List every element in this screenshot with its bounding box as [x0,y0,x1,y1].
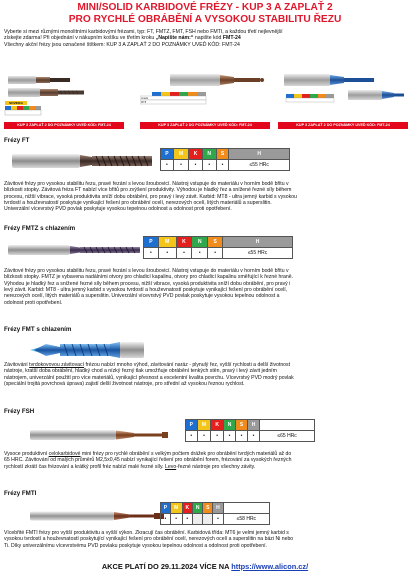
material-header-k: K [211,420,223,431]
material-dot: • [208,248,223,259]
material-header-n: N [192,503,202,514]
material-header-h: H [247,420,259,431]
fmtz-material-table [143,236,293,259]
product-image-3[interactable] [278,68,408,110]
material-dot: • [223,431,235,442]
headline-1: MINI/SOLID KARBIDOVÉ FRÉZY - KUP 3 A ZAPLAŤ 2 [77,2,333,13]
fmt-text-part: frézou nabízí mnoho výhod, závitování naráz - plynulý řez, vyšší rychlosti a delší životnost [84,362,291,368]
hardness-value: ≤58 HRc [223,514,269,525]
fmt-cutter-image[interactable] [30,338,145,362]
hardness-value: ≤55 HRc [229,160,290,171]
fmtz-cutter-image[interactable] [8,242,143,258]
material-dot: • [202,160,216,171]
page-header [0,2,410,25]
fmt-text-part: Závitování [4,362,30,368]
material-dot: • [236,431,248,442]
fmtz-text-line: Výhodou je hladký řez a snížené řezné síly během procesu, nižší vibrace, vysoká produktivita sníží dobu obrábění, pro pravý i [4,280,291,287]
material-header-k: K [176,237,192,248]
fmti-text-line: Vícebřité FMTI frézy pro vyšší produktivitu a vyšší výkon. Zkracují čas obrábění. Karbidová třída: MT6 je velmi jemný karbid s [4,530,289,536]
material-header-n: N [202,149,216,160]
material-header-n: N [223,420,235,431]
new-badge: NOVINKA [9,101,23,105]
material-dot: • [189,160,203,171]
material-dot: • [161,514,171,525]
grade-value: MT8 [141,101,147,104]
material-header-m: M [173,149,188,160]
material-dot: • [211,431,223,442]
fmt-description [4,362,406,387]
fmti-cutter-image[interactable] [30,510,170,522]
ft-cutter-image[interactable] [12,151,157,171]
hardness-value: ≤55 HRc [223,248,293,259]
material-header-row [144,237,293,248]
ft-text-line: procesu, nižší vibrace, vysoká produktivita sníží dobu obrábění, pro pravý i levý závit. Karbid: MT8 - ultra jemný karbid s vysokou [4,193,297,200]
material-header-s: S [236,420,248,431]
footer-link[interactable]: https://www.alicon.cz/ [231,562,309,571]
material-empty-cell [203,514,213,525]
fmti-description [4,530,406,549]
cutter-pair-image [4,68,124,118]
material-dot: • [161,160,174,171]
material-value-row [161,514,270,525]
product-image-1[interactable] [4,68,124,110]
fsh-text-line: 65 HRC. Závitování od malých průměrů M2,5x0,45 nabízí vynikající řešení pro obrábění forem, frézování za vysokých řezných [4,457,292,464]
material-value-row [161,160,290,171]
ft-text-line: Univerzální vícevrstvý PVD povlak poskytuje vysokou tepelnou odolnost a odolnost proti opotřebení. [4,206,232,213]
fmtz-text-line: levý závit. Karbid: MT8 - ultra jemný karbid s vysokou tvrdostí a houževnatostí poskytuje vynikající řešení pro obrábění ocelí, [4,287,288,294]
material-header-k: K [189,149,203,160]
fmti-material-table [160,502,270,525]
ft-text-line: tvrdostí a houževnatostí poskytuje vynikající řešení pro obrábění ocelí, nerezových ocelí, litých materiálů a superslitin. [4,200,272,207]
material-header-m: M [170,503,182,514]
material-dot: • [247,431,259,442]
intro-text-part: napište kód [193,35,223,42]
material-header-s: S [203,503,213,514]
ft-text-line: Závitové frézy pro vysokou stabilitu řezu, pravé řezání s levou šroubovicí. Nástroj vstupuje do materiálu v horním bodě břitu v [4,181,289,187]
ft-material-table [160,148,290,171]
fsh-text-part: Vysoce produktivní [4,451,49,457]
material-header-p: P [161,503,171,514]
fmtz-description [4,268,406,306]
material-header-row [161,149,290,160]
fsh-text-line [4,464,406,470]
cutter-image-3 [278,68,408,123]
material-header-s: S [208,237,223,248]
fmtz-text-line: nerezových ocelí, litých materiálů a superslitin. Univerzální vícevrstvý PVD povlak poskytuje vysokou tepelnou odolnost a [4,293,280,300]
fmt-text-line: nástrojem, univerzální použití pro více materiálů, vynikající přesnost a excelentní kvalita povrchu. Vícevrstvý PVD modrý povlak [4,374,294,381]
fsh-description [4,451,406,470]
fmt-text-line: (speciální trojitá povrchová úprava) zajistí delší životnost nástroje, pro střední až vysokou řeznou rychlost. [4,381,245,388]
material-header-n: N [192,237,208,248]
promo-banner-1[interactable]: KUP 3 ZAPLAŤ 2 DO POZNÁMKY UVEĎ KÓD: FMT-24 [4,122,124,129]
material-dot: • [197,431,211,442]
fmti-text-line: vysokou tvrdostí a houževnatostí poskytující vynikající řešení pro obrábění ocelí, nerezových ocelí a superslitin na bázi Ni nebo [4,536,294,543]
promo-code: FMT-24 [222,35,241,42]
fmtz-text-line: odolnost proti opotřebení. [4,299,63,306]
fsh-text-part: mini frézy pro rychlé obrábění s velkým počtem drážek pro obrábění tvrdých materiálů až do [80,451,292,457]
material-dot: • [192,248,208,259]
material-header-s: S [216,149,229,160]
material-header-blank [260,420,315,431]
material-header-p: P [161,149,174,160]
material-value-row [144,248,293,259]
section-title-fmti: Frézy FMTI [4,490,37,497]
material-dot: • [213,514,223,525]
promo-banner-2[interactable]: KUP 3 ZAPLAŤ 2 DO POZNÁMKY UVEĎ KÓD: FMT-24 [140,122,270,129]
fmt-text-line: nástroje, kratší doba obrábění, hladký chod a nízký řezný tlak umožňuje obrábění tenkých stěn, pravý i levý závit jedním [4,368,277,375]
intro-line-3: Všechny akční frézy jsou označené štítkem: KUP 3 A ZAPLAŤ 2 DO POZNÁMKY UVEĎ KÓD: FMT-24 [4,41,240,48]
material-dot: • [182,514,192,525]
intro-text-part: získejte zdarma! Při objednání v nákupním košíku ve třetím kroku [4,35,156,42]
material-dot: • [216,160,229,171]
material-header-blank [223,503,269,514]
promo-banner-3[interactable]: KUP 3 ZAPLAŤ 2 DO POZNÁMKY UVEĎ KÓD: FMT-24 [278,122,408,129]
fsh-text-part: -řezné nástroje pro všechny závity. [176,463,256,470]
material-header-h: H [223,237,293,248]
fsh-text-part: rychlostí zkrátí čas frézování a krátký profil fréz nabízí malé řezné síly. [4,463,166,470]
headline-2: PRO RYCHLÉ OBRÁBĚNÍ A VYSOKOU STABILITU ŘEZU [68,13,342,25]
material-dot: • [170,514,182,525]
material-header-p: P [186,420,198,431]
material-dot: • [144,248,159,259]
fsh-text-underlined: Levo [165,463,177,470]
intro-note-label: „Napište nám:“ [155,35,194,42]
material-dot: • [186,431,198,442]
fmt-text-underlined: tvrdokovovou závitovací [29,362,85,368]
material-header-row [186,420,315,431]
material-dot: • [173,160,188,171]
section-title-ft: Frézy FT [4,137,30,144]
fsh-cutter-image[interactable] [30,428,175,442]
fmtz-text-line: blízkosti stopky. FMTZ je vybavena nadálními otvory pro chladicí kapalinu, otvory pro chladicí kapalinu směřující k řezné hraně. [4,274,294,281]
section-title-fmtz: Frézy FMTZ s chlazením [4,225,76,232]
material-header-m: M [197,420,211,431]
material-header-m: M [158,237,176,248]
material-header-row [161,503,270,514]
footer [0,562,410,571]
ft-text-line: blízkosti stopky. Závitová fréza FT nabízí více břitů pro zvýšení produktivity. Výhodou je hladký řez a snížené řezné síly během [4,187,292,194]
material-value-row [186,431,315,442]
material-dot: • [176,248,192,259]
fsh-material-table [185,419,315,442]
section-title-fsh: Frézy FSH [4,408,35,415]
intro-line-1: Vyberte si mezi různými monolitními karbidovými frézami, typ: FT, FMTZ, FMT, FSH nebo FMTI, a každou třetí nejlevnější [4,29,283,35]
fmtz-text-line: Závitové frézy pro vysokou stabilitu řezu, pravé řezání s levou šroubovicí. Nástroj vstupuje do materiálu v horním bodě břitu v [4,268,289,274]
material-header-k: K [182,503,192,514]
material-header-p: P [144,237,159,248]
cutter-image-2 [140,68,270,123]
hardness-value: ≤65 HRc [260,431,315,442]
material-header-h: H [213,503,223,514]
material-dot: • [158,248,176,259]
ft-description [4,181,406,213]
fsh-text-underlined: celokarbidové [48,451,81,457]
material-header-h: H [229,149,290,160]
footer-text: AKCE PLATÍ DO 29.11.2024 VÍCE NA [101,562,232,571]
grade-label: Grade [141,97,149,100]
intro-text [4,29,406,48]
material-empty-cell [192,514,202,525]
section-title-fmt: Frézy FMT s chlazením [4,326,72,333]
fmti-text-line: Ti. Díky univerzálnímu vícevrstvému PVD povlaku poskytuje vysokou tepelnou odolnost a odolnost proti opotřebení. [4,542,267,549]
product-image-2[interactable] [140,68,270,110]
